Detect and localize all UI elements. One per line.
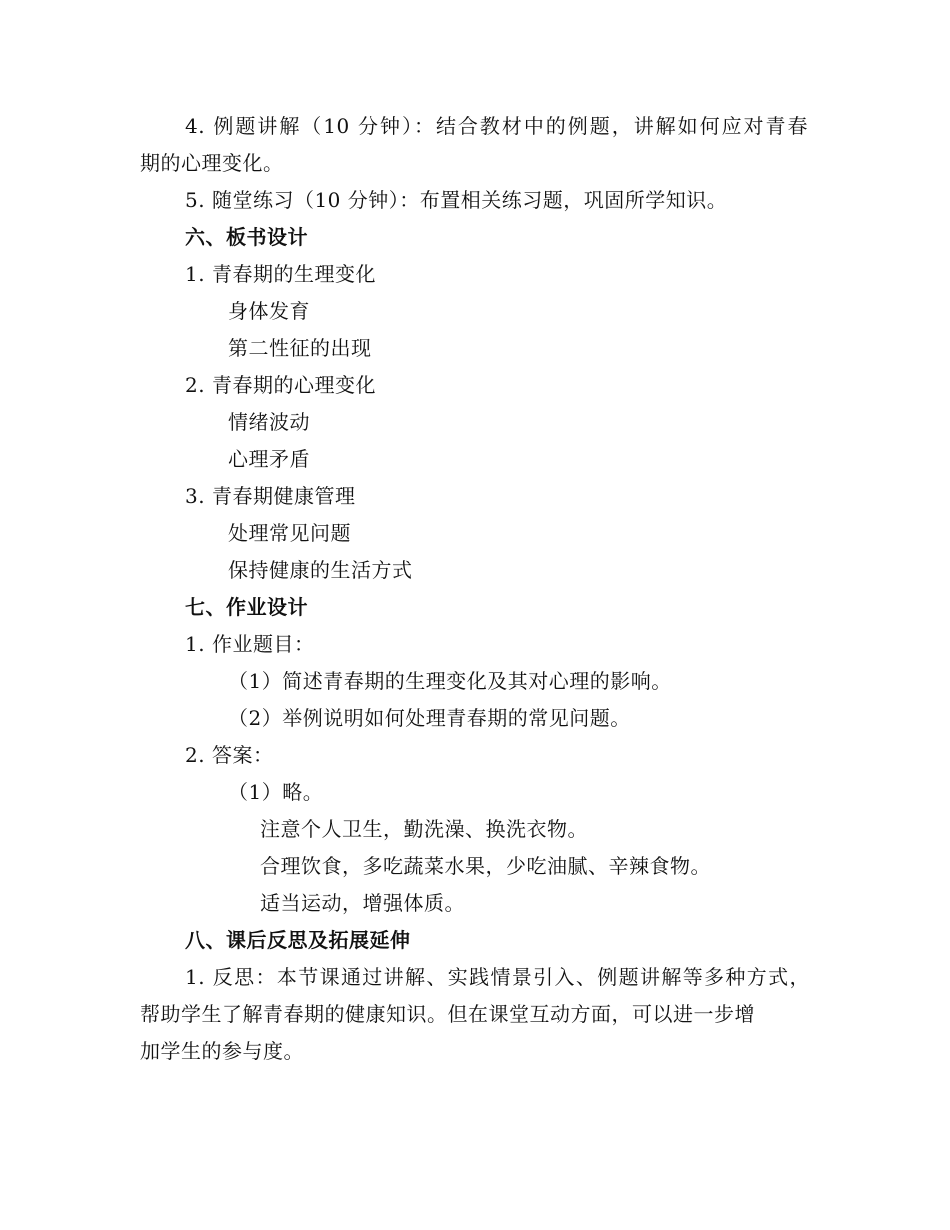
reflection-line-3: 加学生的参与度。 xyxy=(140,1039,304,1063)
board-item-2-sub-1: 情绪波动 xyxy=(228,410,310,434)
lesson-step-4-line2: 期的心理变化。 xyxy=(140,151,284,175)
board-item-1: 1. 青春期的生理变化 xyxy=(185,262,376,286)
homework-question-1: （1）简述青春期的生理变化及其对心理的影响。 xyxy=(228,669,672,693)
reflection-line-1: 1. 反思：本节课通过讲解、实践情景引入、例题讲解等多种方式， xyxy=(185,965,810,989)
board-item-1-sub-1: 身体发育 xyxy=(228,299,310,323)
section-heading-reflection: 八、课后反思及拓展延伸 xyxy=(185,928,411,952)
lesson-step-4-line1: 4. 例题讲解（10 分钟）：结合教材中的例题，讲解如何应对青春 xyxy=(185,114,808,138)
answer-1: （1）略。 xyxy=(228,780,324,804)
board-item-3: 3. 青春期健康管理 xyxy=(185,484,356,508)
answer-1-sub-2: 合理饮食，多吃蔬菜水果，少吃油腻、辛辣食物。 xyxy=(260,854,711,878)
reflection-line-2: 帮助学生了解青春期的健康知识。但在课堂互动方面，可以进一步增 xyxy=(140,1002,755,1026)
homework-question-2: （2）举例说明如何处理青春期的常见问题。 xyxy=(228,706,631,730)
homework-item-1: 1. 作业题目： xyxy=(185,632,315,656)
board-item-3-sub-1: 处理常见问题 xyxy=(228,521,351,545)
board-item-2: 2. 青春期的心理变化 xyxy=(185,373,376,397)
answer-1-sub-1: 注意个人卫生，勤洗澡、换洗衣物。 xyxy=(260,817,588,841)
lesson-step-5: 5. 随堂练习（10 分钟）：布置相关练习题，巩固所学知识。 xyxy=(185,188,728,212)
board-item-3-sub-2: 保持健康的生活方式 xyxy=(228,558,413,582)
board-item-1-sub-2: 第二性征的出现 xyxy=(228,336,372,360)
homework-item-2: 2. 答案： xyxy=(185,743,274,767)
section-heading-homework-design: 七、作业设计 xyxy=(185,595,308,619)
answer-1-sub-3: 适当运动，增强体质。 xyxy=(260,891,465,915)
section-heading-board-design: 六、板书设计 xyxy=(185,225,308,249)
board-item-2-sub-2: 心理矛盾 xyxy=(228,447,310,471)
